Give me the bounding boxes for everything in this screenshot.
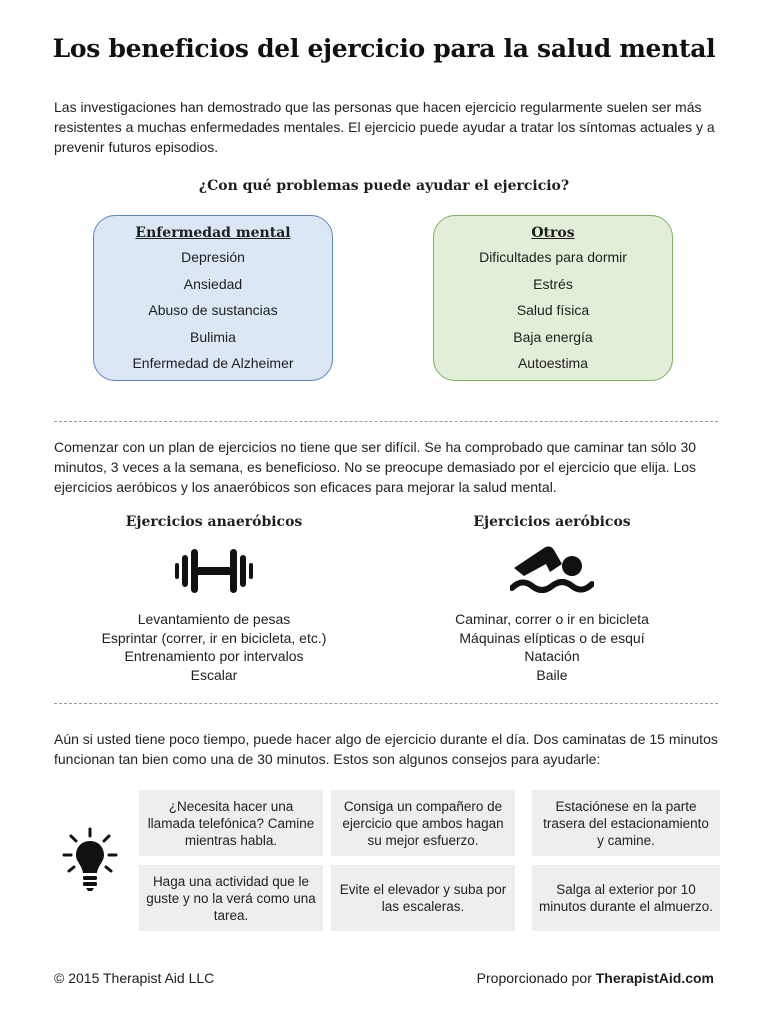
list-item: Natación [524,648,580,664]
lightbulb-icon [62,827,118,893]
tip-card: Evite el elevador y suba por las escaleras. [331,865,515,931]
list-item: Autoestima [517,355,589,371]
swimmer-icon [510,542,594,598]
tip-card: Salga al exterior por 10 minutos durante el almuerzo. [532,865,720,931]
intro-paragraph: Las investigaciones han demostrado que las personas que hacen ejercicio regularmente suelen ser más resistentes a muchas enfermedades mentales. El ejercicio puede ayudar a tratar los síntomas actuales y a prevenir futuros episodios. [54,99,715,155]
section-divider [54,421,718,422]
provided-by [477,970,714,986]
section-question: ¿Con qué problemas puede ayudar el ejercicio? [198,178,570,194]
tip-card: ¿Necesita hacer una llamada telefónica? Camine mientras habla. [139,790,323,856]
provided-by-label: Proporcionado por [476,970,596,986]
list-item: Escalar [190,666,238,683]
tip-card: Consiga un compañero de ejercicio que ambos hagan su mejor esfuerzo. [331,790,515,856]
list-item: Depresión [181,249,245,265]
list-item: Estrés [533,275,573,292]
tip-card: Haga una actividad que le guste y no la verá como una tarea. [139,865,323,931]
list-item: Bulimia [190,328,236,345]
list-item: Caminar, correr o ir en bicicleta [455,611,649,627]
page-title: Los beneficios del ejercicio para la salud mental [52,34,716,63]
list-item: Máquinas elípticas o de esquí [459,629,645,646]
mental-illness-box [93,215,333,381]
others-box [433,215,673,381]
list-item: Dificultades para dormir [479,249,627,265]
list-item: Abuso de sustancias [148,302,278,318]
brand-link[interactable]: TherapistAid.com [595,970,714,986]
list-item: Levantamiento de pesas [137,611,291,627]
tip-card: Estaciónese en la parte trasera del estacionamiento y camine. [532,790,720,856]
dumbbell-icon [174,546,254,596]
anaerobic-list [64,610,364,684]
mental-illness-title: Enfermedad mental [135,225,291,241]
plan-paragraph: Comenzar con un plan de ejercicios no tiene que ser difícil. Se ha comprobado que caminar tan sólo 30 minutos, 3 veces a la semana, es beneficioso. No se preocupe demasiado por el ejercicio que elija. Los ejercicios aeróbicos y los anaeróbicos son eficaces para mejorar la salud mental. [54,439,697,495]
copyright: © 2015 Therapist Aid LLC [54,970,215,986]
list-item: Baja energía [513,328,593,345]
section-divider [54,703,718,704]
aerobic-title: Ejercicios aeróbicos [473,514,631,530]
list-item: Ansiedad [183,275,243,292]
anaerobic-title: Ejercicios anaeróbicos [125,514,303,530]
list-item: Enfermedad de Alzheimer [132,355,294,371]
mental-illness-list [94,244,332,377]
aerobic-list [402,610,702,684]
list-item: Esprintar (correr, ir en bicicleta, etc.) [101,629,327,646]
list-item: Salud física [516,302,590,318]
anaerobic-column [64,512,364,683]
others-title: Otros [531,225,575,241]
aerobic-column [402,512,702,683]
others-list [434,244,672,377]
list-item: Baile [536,666,568,683]
time-paragraph: Aún si usted tiene poco tiempo, puede hacer algo de ejercicio durante el día. Dos caminatas de 15 minutos funcionan tan bien como una de 30 minutos. Estos son algunos consejos para ayudarle: [54,731,718,767]
list-item: Entrenamiento por intervalos [124,648,304,664]
